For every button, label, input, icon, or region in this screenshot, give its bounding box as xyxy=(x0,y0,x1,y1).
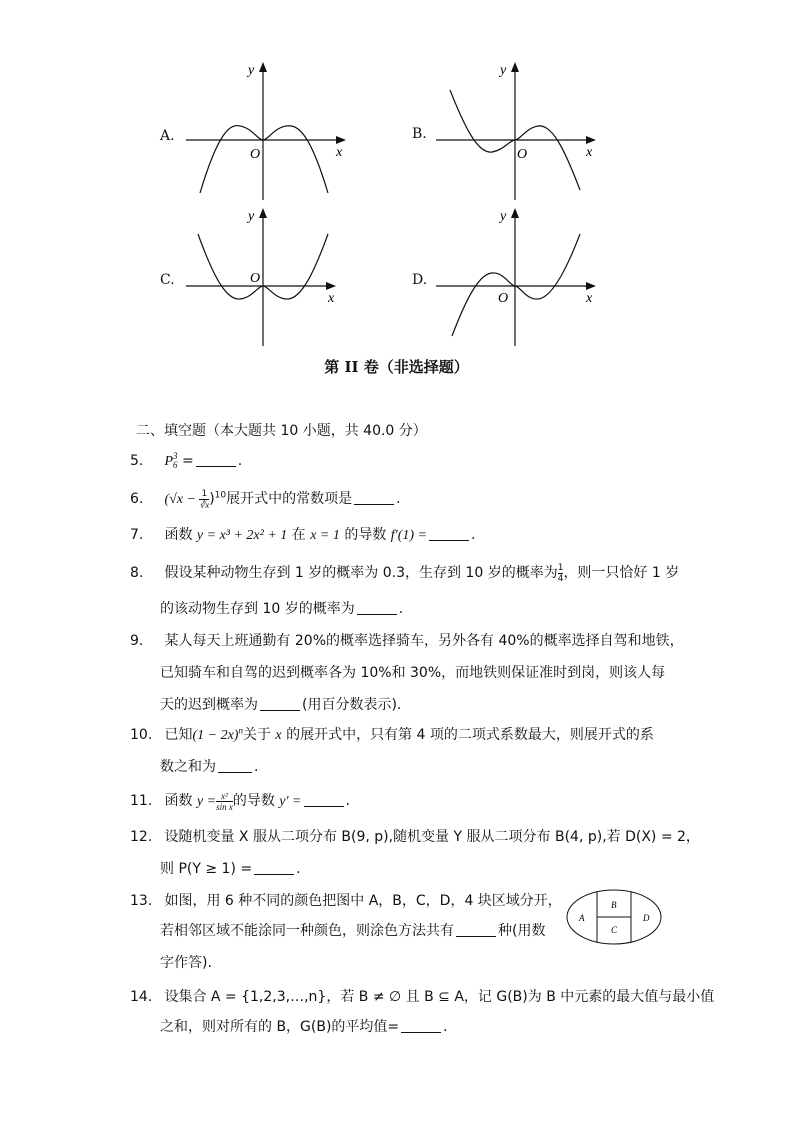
question-number: 6. xyxy=(130,491,144,507)
graph-c-y-label: y xyxy=(248,209,255,224)
answer-blank xyxy=(304,806,344,807)
question-number: 7. xyxy=(130,527,144,543)
question-13-line-3: 字作答). xyxy=(160,955,212,971)
answer-blank xyxy=(260,710,300,711)
option-b-label: B. xyxy=(412,126,427,142)
question-10-line-2: 数之和为 . xyxy=(160,759,259,775)
graph-c-x-label: x xyxy=(328,291,335,306)
math-sup: 3 xyxy=(173,451,178,461)
graph-d xyxy=(430,204,600,349)
question-9-line-3: 天的迟到概率为 (用百分数表示). xyxy=(160,697,402,713)
section-title: 第 II 卷（非选择题） xyxy=(324,358,469,376)
math-symbol: P xyxy=(164,454,174,469)
graph-c xyxy=(180,204,350,349)
option-c-label: C. xyxy=(160,272,175,288)
region-d-label: D xyxy=(643,913,650,923)
question-14: 14. 设集合 A = {1,2,3,…,n}，若 B ≠ ∅ 且 B ⊆ A，记 G(B)为 B 中元素的最大值与最小值 xyxy=(130,989,715,1005)
answer-blank xyxy=(218,772,252,773)
question-8: 8. 假设某种动物生存到 1 岁的概率为 0.3，生存到 10 岁的概率为 $\frac{1}{4}$ ，则一只恰好 1 岁 xyxy=(130,562,680,584)
graph-a-y-label: y xyxy=(248,63,255,78)
answer-blank xyxy=(196,466,236,467)
graph-b-x-label: x xyxy=(586,145,593,160)
question-6: 6. (√x − $\frac{1}{∛x}$ )$^{10}$展开式中的常数项是 . xyxy=(130,488,401,510)
question-8-line-2: 的该动物生存到 10 岁的概率为 . xyxy=(160,601,404,617)
question-9: 9. 某人每天上班通勤有 20%的概率选择骑车，另外各有 40%的概率选择自驾和地铁， xyxy=(130,633,684,649)
graph-d-y-label: y xyxy=(500,209,507,224)
fraction: $\frac{\text{x²}}{\text{sin x}}$ xyxy=(216,790,233,812)
question-number: 10. xyxy=(130,727,153,743)
question-13-line-2: 若相邻区域不能涂同一种颜色，则涂色方法共有 种(用数 xyxy=(160,923,546,939)
question-9-line-2: 已知骑车和自驾的迟到概率各为 10%和 30%，而地铁则保证准时到岗，则该人每 xyxy=(160,665,666,681)
answer-blank xyxy=(354,504,394,505)
fraction: $\frac{1}{4}$ xyxy=(557,562,564,584)
region-diagram xyxy=(565,888,663,946)
option-d-label: D. xyxy=(412,272,428,288)
question-number: 9. xyxy=(130,633,144,649)
graph-b xyxy=(430,58,600,203)
question-10: 10. 已知$(1 - 2x)^n$关于 x 的展开式中，只有第 4 项的二项式系数最大，则展开式的系 xyxy=(130,725,654,743)
graph-a xyxy=(180,58,350,203)
equals: = xyxy=(181,453,194,469)
region-c-label: C xyxy=(611,925,618,935)
graph-a-x-label: x xyxy=(336,145,343,160)
question-12-line-2: 则 P(Y ≥ 1) = . xyxy=(160,861,301,877)
graph-b-y-label: y xyxy=(500,63,507,78)
question-number: 12. xyxy=(130,829,153,845)
answer-blank xyxy=(357,614,397,615)
question-14-line-2: 之和，则对所有的 B，G(B)的平均值= . xyxy=(160,1019,448,1035)
answer-blank xyxy=(401,1032,441,1033)
question-number: 14. xyxy=(130,989,153,1005)
question-5: 5. P 3 6 = . xyxy=(130,451,243,470)
answer-blank xyxy=(254,874,294,875)
question-number: 13. xyxy=(130,893,153,909)
question-number: 8. xyxy=(130,565,144,581)
answer-blank xyxy=(429,540,469,541)
graph-a-origin: O xyxy=(250,147,261,162)
question-12: 12. 设随机变量 X 服从二项分布 B(9, p),随机变量 Y 服从二项分布 B(4, p),若 D(X) = 2， xyxy=(130,829,700,845)
option-a-label: A. xyxy=(160,128,175,144)
question-13: 13. 如图，用 6 种不同的颜色把图中 A，B，C，D，4 块区域分开， xyxy=(130,893,562,909)
graph-c-origin: O xyxy=(250,271,261,286)
question-11: 11. 函数 y = $\frac{\text{x²}}{\text{sin x}}$ 的导数 y′ = . xyxy=(130,790,350,812)
question-number: 11. xyxy=(130,793,153,809)
section-heading: 二、填空题（本大题共 10 小题，共 40.0 分） xyxy=(136,423,427,439)
region-b-label: B xyxy=(611,900,617,910)
answer-blank xyxy=(456,936,496,937)
fraction: $\frac{1}{∛x}$ xyxy=(199,488,210,510)
region-a-label: A xyxy=(579,913,585,923)
graph-b-origin: O xyxy=(517,147,528,162)
graph-d-x-label: x xyxy=(586,291,593,306)
question-7: 7. 函数 y = x³ + 2x² + 1 在 x = 1 的导数 f′(1) = . xyxy=(130,527,476,543)
math-sub: 6 xyxy=(173,460,178,470)
question-number: 5. xyxy=(130,453,144,469)
graph-d-origin: O xyxy=(498,291,509,306)
